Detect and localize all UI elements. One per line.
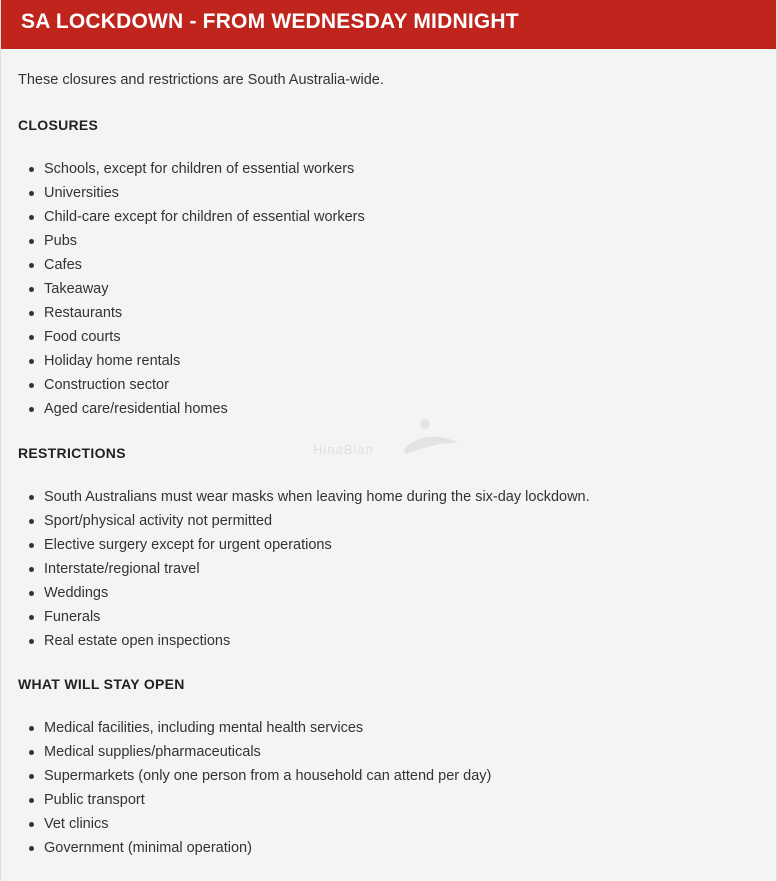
list-item: Construction sector bbox=[1, 377, 365, 401]
restrictions-list bbox=[1, 489, 590, 657]
list-item: Sport/physical activity not permitted bbox=[1, 513, 590, 537]
list-item: Medical supplies/pharmaceuticals bbox=[1, 744, 491, 768]
watermark-logo-icon bbox=[395, 416, 461, 456]
list-item: Cafes bbox=[1, 257, 365, 281]
list-item: Public transport bbox=[1, 792, 491, 816]
header-banner bbox=[1, 0, 776, 49]
closures-heading: CLOSURES bbox=[18, 117, 99, 133]
restrictions-heading: RESTRICTIONS bbox=[18, 445, 126, 461]
list-item: Funerals bbox=[1, 609, 590, 633]
list-item: Elective surgery except for urgent operations bbox=[1, 537, 590, 561]
list-item: Schools, except for children of essential workers bbox=[1, 161, 365, 185]
list-item: South Australians must wear masks when leaving home during the six-day lockdown. bbox=[1, 489, 590, 513]
list-item: Supermarkets (only one person from a household can attend per day) bbox=[1, 768, 491, 792]
list-item: Child-care except for children of essential workers bbox=[1, 209, 365, 233]
stay-open-heading: WHAT WILL STAY OPEN bbox=[18, 676, 185, 692]
page-title: SA LOCKDOWN - FROM WEDNESDAY MIDNIGHT bbox=[21, 10, 519, 33]
list-item: Universities bbox=[1, 185, 365, 209]
list-item: Takeaway bbox=[1, 281, 365, 305]
list-item: Aged care/residential homes bbox=[1, 401, 365, 425]
list-item: Food courts bbox=[1, 329, 365, 353]
closures-list bbox=[1, 161, 365, 425]
list-item: Holiday home rentals bbox=[1, 353, 365, 377]
list-item: Real estate open inspections bbox=[1, 633, 590, 657]
list-item: Interstate/regional travel bbox=[1, 561, 590, 585]
stay-open-list bbox=[1, 720, 491, 864]
list-item: Medical facilities, including mental health services bbox=[1, 720, 491, 744]
list-item: Pubs bbox=[1, 233, 365, 257]
watermark-text: HinaBian bbox=[313, 442, 374, 457]
intro-text: These closures and restrictions are South Australia-wide. bbox=[18, 72, 384, 88]
list-item: Government (minimal operation) bbox=[1, 840, 491, 864]
list-item: Vet clinics bbox=[1, 816, 491, 840]
list-item: Weddings bbox=[1, 585, 590, 609]
list-item: Restaurants bbox=[1, 305, 365, 329]
